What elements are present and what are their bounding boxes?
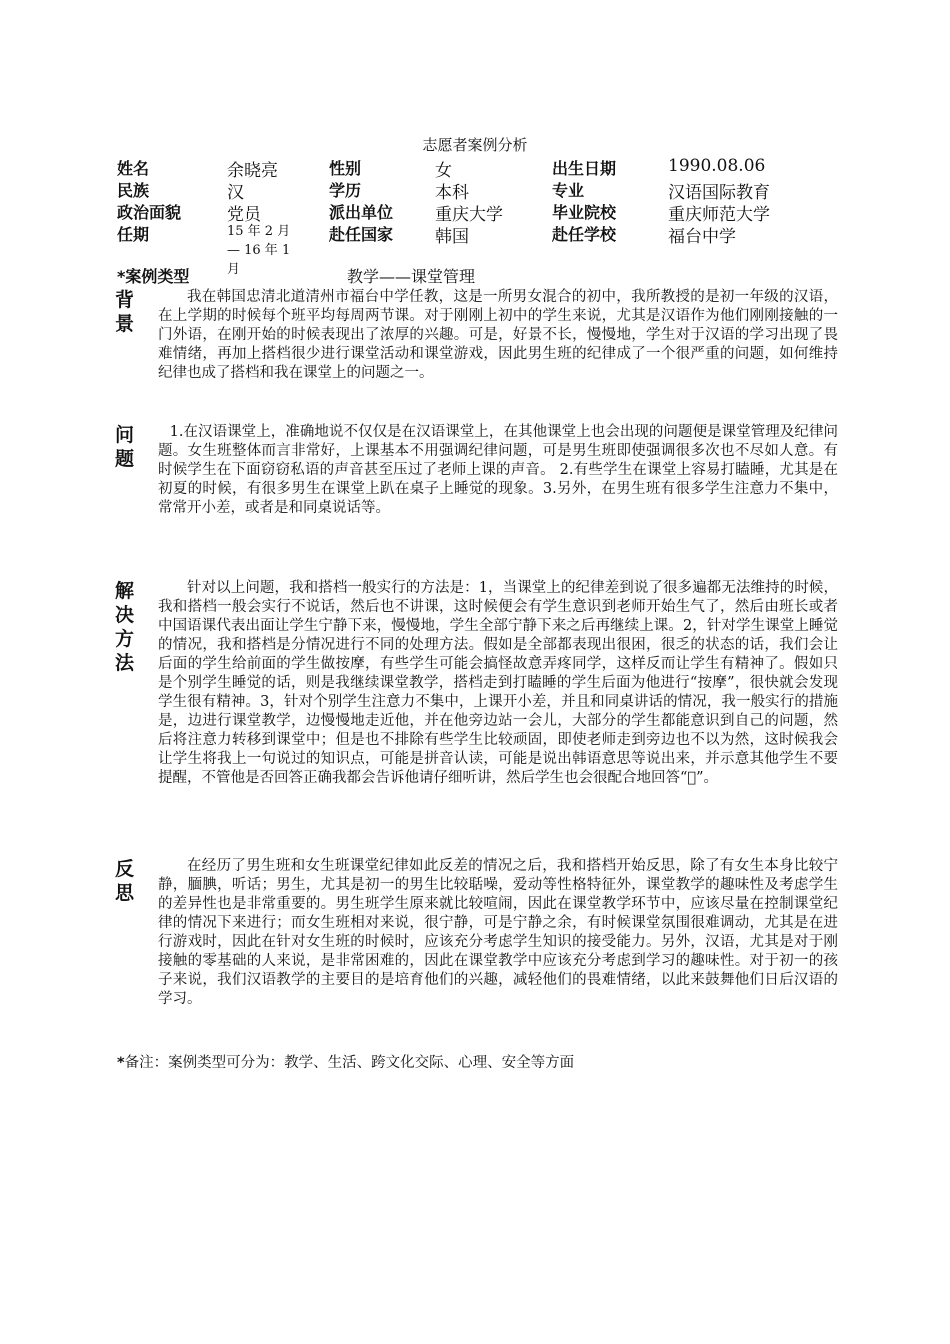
footnote-star: * (117, 1055, 125, 1071)
info-row-1 (117, 156, 837, 181)
political-value: 党员 (227, 205, 261, 225)
graduate-school-label: 毕业院校 (552, 203, 617, 222)
document-title: 志愿者案例分析 (422, 136, 528, 154)
case-type-row (117, 264, 837, 286)
education-label: 学历 (329, 181, 362, 200)
unit-label: 派出单位 (329, 203, 394, 222)
reflection-text: 在经历了男生班和女生班课堂纪律如此反差的情况之后，我和搭档开始反思，除了有女生本身比较宁静，腼腆，听话；男生，尤其是初一的男生比较聒噪，爱动等性格特征外，课堂教学的趣味性及考虑学生的差异性也是非常重要的。男生班学生原来就比较喧闹，因此在课堂教学环节中，应该尽量在控制课堂纪律的情况下来进行；而女生班相对来说，很宁静，可是宁静之余，有时候课堂氛围很难调动，尤其是在进行游戏时，因此在针对女生班的时候时，应该充分考虑学生知识的接受能力。另外，汉语，尤其是对于刚接触的零基础的人来说，是非常困难的，因此在课堂教学中应该充分考虑到学习的趣味性。对于初一的孩子来说，我们汉语教学的主要目的是培育他们的兴趣，减轻他们的畏难情绪，以此来鼓舞他们日后汉语的学习。 (158, 858, 838, 1007)
term-value: 15 年 2 月— 16 年 1 月 (227, 224, 291, 277)
background-text: 我在韩国忠清北道清州市福台中学任教，这是一所男女混合的初中，我所教授的是初一年级的汉语，在上学期的时候每个班平均每周两节课。对于刚刚上初中的学生来说，尤其是汉语作为他们刚刚接触的一门外语，在刚开始的时候表现出了浓厚的兴趣。可是，好景不长，慢慢地，学生对于汉语的学习出现了畏难情绪，再加上搭档很少进行课堂活动和课堂游戏，因此男生班的纪律成了一个很严重的问题，如何维持纪律也成了搭档和我在课堂上的问题之一。 (158, 289, 838, 381)
problem-label: 问题 (115, 424, 135, 470)
name-value: 余晓亮 (227, 161, 278, 181)
background-label: 背景 (115, 289, 135, 335)
info-row-2 (117, 178, 837, 203)
case-type-label: *案例类型 (117, 267, 190, 286)
education-value: 本科 (435, 183, 469, 203)
school-value: 福台中学 (668, 227, 736, 247)
country-label: 赴任国家 (329, 225, 394, 244)
name-label: 姓名 (117, 159, 150, 178)
footnote (117, 1051, 574, 1072)
ethnic-label: 民族 (117, 181, 150, 200)
info-row-3 (117, 200, 837, 225)
solution-label: 解决方法 (115, 580, 135, 674)
country-value: 韩国 (435, 227, 469, 247)
gender-value: 女 (435, 161, 452, 181)
ethnic-value: 汉 (227, 183, 244, 203)
school-label: 赴任学校 (552, 225, 617, 244)
reflection-label: 反思 (115, 858, 135, 904)
unit-value: 重庆大学 (435, 205, 503, 225)
graduate-school-value: 重庆师范大学 (668, 205, 770, 225)
problem-text: 1.在汉语课堂上，准确地说不仅仅是在汉语课堂上，在其他课堂上也会出现的问题便是课堂管理及纪律问题。女生班整体而言非常好，上课基本不用强调纪律问题，可是男生班即使强调很多次也不尽如人意。有时候学生在下面窃窃私语的声音甚至压过了老师上课的声音。 2.有些学生在课堂上容易打瞌睡，尤其是在初夏的时候，有很多男生在课堂上趴在桌子上睡觉的现象。3.另外，在男生班有很多学生注意力不集中，常常开小差，或者是和同桌说话等。 (158, 424, 838, 516)
term-label: 任期 (117, 225, 150, 244)
major-label: 专业 (552, 181, 585, 200)
case-type-value: 教学——课堂管理 (347, 267, 476, 286)
gender-label: 性别 (329, 159, 362, 178)
birth-label: 出生日期 (552, 159, 617, 178)
political-label: 政治面貌 (117, 203, 182, 222)
footnote-text: 备注：案例类型可分为：教学、生活、跨文化交际、心理、安全等方面 (124, 1055, 575, 1071)
birth-value: 1990.08.06 (668, 156, 766, 176)
solution-text: 针对以上问题，我和搭档一般实行的方法是：1，当课堂上的纪律差到说了很多遍都无法维持的时候，我和搭档一般会实行不说话，然后也不讲课，这时候便会有学生意识到老师开始生气了，然后由班长或者中国语课代表出面让学生宁静下来，慢慢地，学生全部宁静下来之后再继续上课。2，针对学生课堂上睡觉的情况，我和搭档是分情况进行不同的处理方法。假如是全部都表现出很困，很乏的状态的话，我们会让后面的学生给前面的学生做按摩，有些学生可能会搞怪故意弄疼同学，这样反而让学生有精神了。假如只是个别学生睡觉的话，则是我继续课堂教学，搭档走到打瞌睡的学生后面为他进行“按摩”，很快就会发现学生很有精神。3，针对个别学生注意力不集中，上课开小差，并且和同桌讲话的情况，我一般实行的措施是，边进行课堂教学，边慢慢地走近他，并在他旁边站一会儿，大部分的学生都能意识到自己的问题，然后将注意力转移到课堂中；但是也不排除有些学生比较顽固，即使老师走到旁边也不以为然，这时候我会让学生将我上一句说过的知识点，可能是拼音认读，可能是说出韩语意思等说出来，并示意其他学生不要提醒，不管他是否回答正确我都会告诉他请仔细听讲，然后学生也会很配合地回答“ ”。 (158, 580, 838, 786)
major-value: 汉语国际教育 (668, 183, 770, 203)
